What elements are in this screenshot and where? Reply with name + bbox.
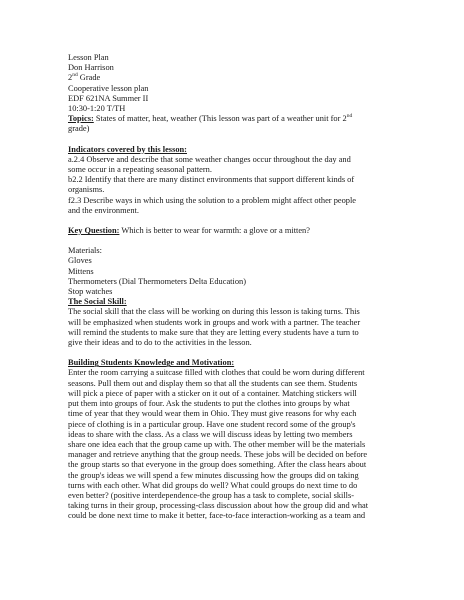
building-heading: Building Students Knowledge and Motivation: bbox=[68, 358, 235, 368]
grade-suffix: nd bbox=[72, 72, 78, 79]
materials-section bbox=[68, 246, 424, 297]
doc-title: Lesson Plan bbox=[68, 53, 109, 62]
material-item: Stop watches bbox=[68, 287, 113, 297]
social-skill-line: will be emphasized when students work in groups and work with a partner. The teacher bbox=[68, 317, 361, 327]
class-time: 10:30-1:20 T/TH bbox=[68, 104, 126, 114]
building-line: manager and retrieve anything that the group needs. These jobs will be decided on before bbox=[68, 450, 368, 460]
building-section bbox=[68, 358, 424, 521]
materials-label: Materials: bbox=[68, 246, 102, 256]
building-line: put them into groups of four. Ask the students to put the clothes into groups by what bbox=[68, 399, 350, 409]
building-line: piece of clothing is in a particular group. Have one student record some of the group's bbox=[68, 419, 356, 429]
key-question-text: Which is better to wear for warmth: a glove or a mitten? bbox=[119, 226, 310, 236]
indicator-line: a.2.4 Observe and describe that some weather changes occur throughout the day and bbox=[68, 154, 351, 164]
building-line: taking turns in their group, processing-class discussion about how the group did and what bbox=[68, 501, 369, 511]
indicator-line: f2.3 Describe ways in which using the solution to a problem might affect other people bbox=[68, 195, 357, 205]
social-skill-line: will remind the students to make sure that they are letting every students have a turn to bbox=[68, 327, 359, 337]
indicators-section bbox=[68, 145, 424, 216]
building-line: ideas to share with the class. As a class we will discuss ideas by letting two members bbox=[68, 429, 353, 439]
building-line: share one idea each that the group came up with. The other member will be the materials bbox=[68, 439, 366, 449]
building-line: seasons. Pull them out and display them so that all the students can see them. Students bbox=[68, 378, 358, 388]
indicator-line: and the environment. bbox=[68, 205, 139, 215]
social-skill-line: give their ideas and to do to the activities in the lesson. bbox=[68, 338, 252, 348]
building-line: the group's ideas we will spend a few minutes discussing how the groups did on taking bbox=[68, 470, 359, 480]
social-skill-heading: The Social Skill: bbox=[68, 297, 127, 307]
key-question-label: Key Question: bbox=[68, 226, 120, 236]
grade-number: 2 bbox=[68, 73, 73, 83]
plan-type: Cooperative lesson plan bbox=[68, 83, 149, 93]
grade-word: Grade bbox=[77, 73, 101, 83]
indicator-line: organisms. bbox=[68, 185, 105, 195]
indicator-line: b2.2 Identify that there are many distinct environments that support different kinds of bbox=[68, 175, 355, 185]
topics-text: States of matter, heat, weather (This lesson was part of a weather unit for 2 bbox=[93, 114, 347, 124]
social-skill-line: The social skill that the class will be working on during this lesson is taking turns. This bbox=[68, 307, 360, 317]
building-line: will pick a piece of paper with a sticker on it out of a container. Matching stickers will bbox=[68, 388, 357, 398]
topics-sup: nd bbox=[346, 113, 353, 120]
indicators-heading: Indicators covered by this lesson: bbox=[68, 144, 187, 154]
author-name: Don Harrison bbox=[68, 63, 114, 73]
topics-text-cont: grade) bbox=[68, 124, 90, 134]
material-item: Gloves bbox=[68, 256, 92, 266]
indicator-line: some occur in a repeating seasonal pattern. bbox=[68, 165, 212, 175]
material-item: Mittens bbox=[68, 266, 94, 276]
material-item: Thermometers (Dial Thermometers Delta Education) bbox=[68, 276, 246, 286]
building-line: even better? (positive interdependence-the group has a task to complete, social skills- bbox=[68, 490, 355, 500]
building-line: Enter the room carrying a suitcase filled with clothes that could be worn during different bbox=[68, 368, 365, 378]
topics-section bbox=[68, 114, 424, 134]
course-code: EDF 621NA Summer II bbox=[68, 93, 149, 103]
grade-line bbox=[68, 73, 424, 83]
social-skill-section bbox=[68, 297, 424, 348]
header-block bbox=[68, 53, 424, 114]
key-question-section bbox=[68, 226, 424, 236]
building-line: turns with each other. What did groups do well? What could groups do next time to do bbox=[68, 480, 358, 490]
topics-label: Topics: bbox=[68, 114, 94, 124]
building-line: could be done next time to make it better, face-to-face interaction-working as a team and bbox=[68, 511, 366, 521]
building-line: time of year that they would wear them in Ohio. They must give reasons for why each bbox=[68, 409, 357, 419]
building-line: the group starts so that everyone in the group does something. After the class hears about bbox=[68, 460, 367, 470]
